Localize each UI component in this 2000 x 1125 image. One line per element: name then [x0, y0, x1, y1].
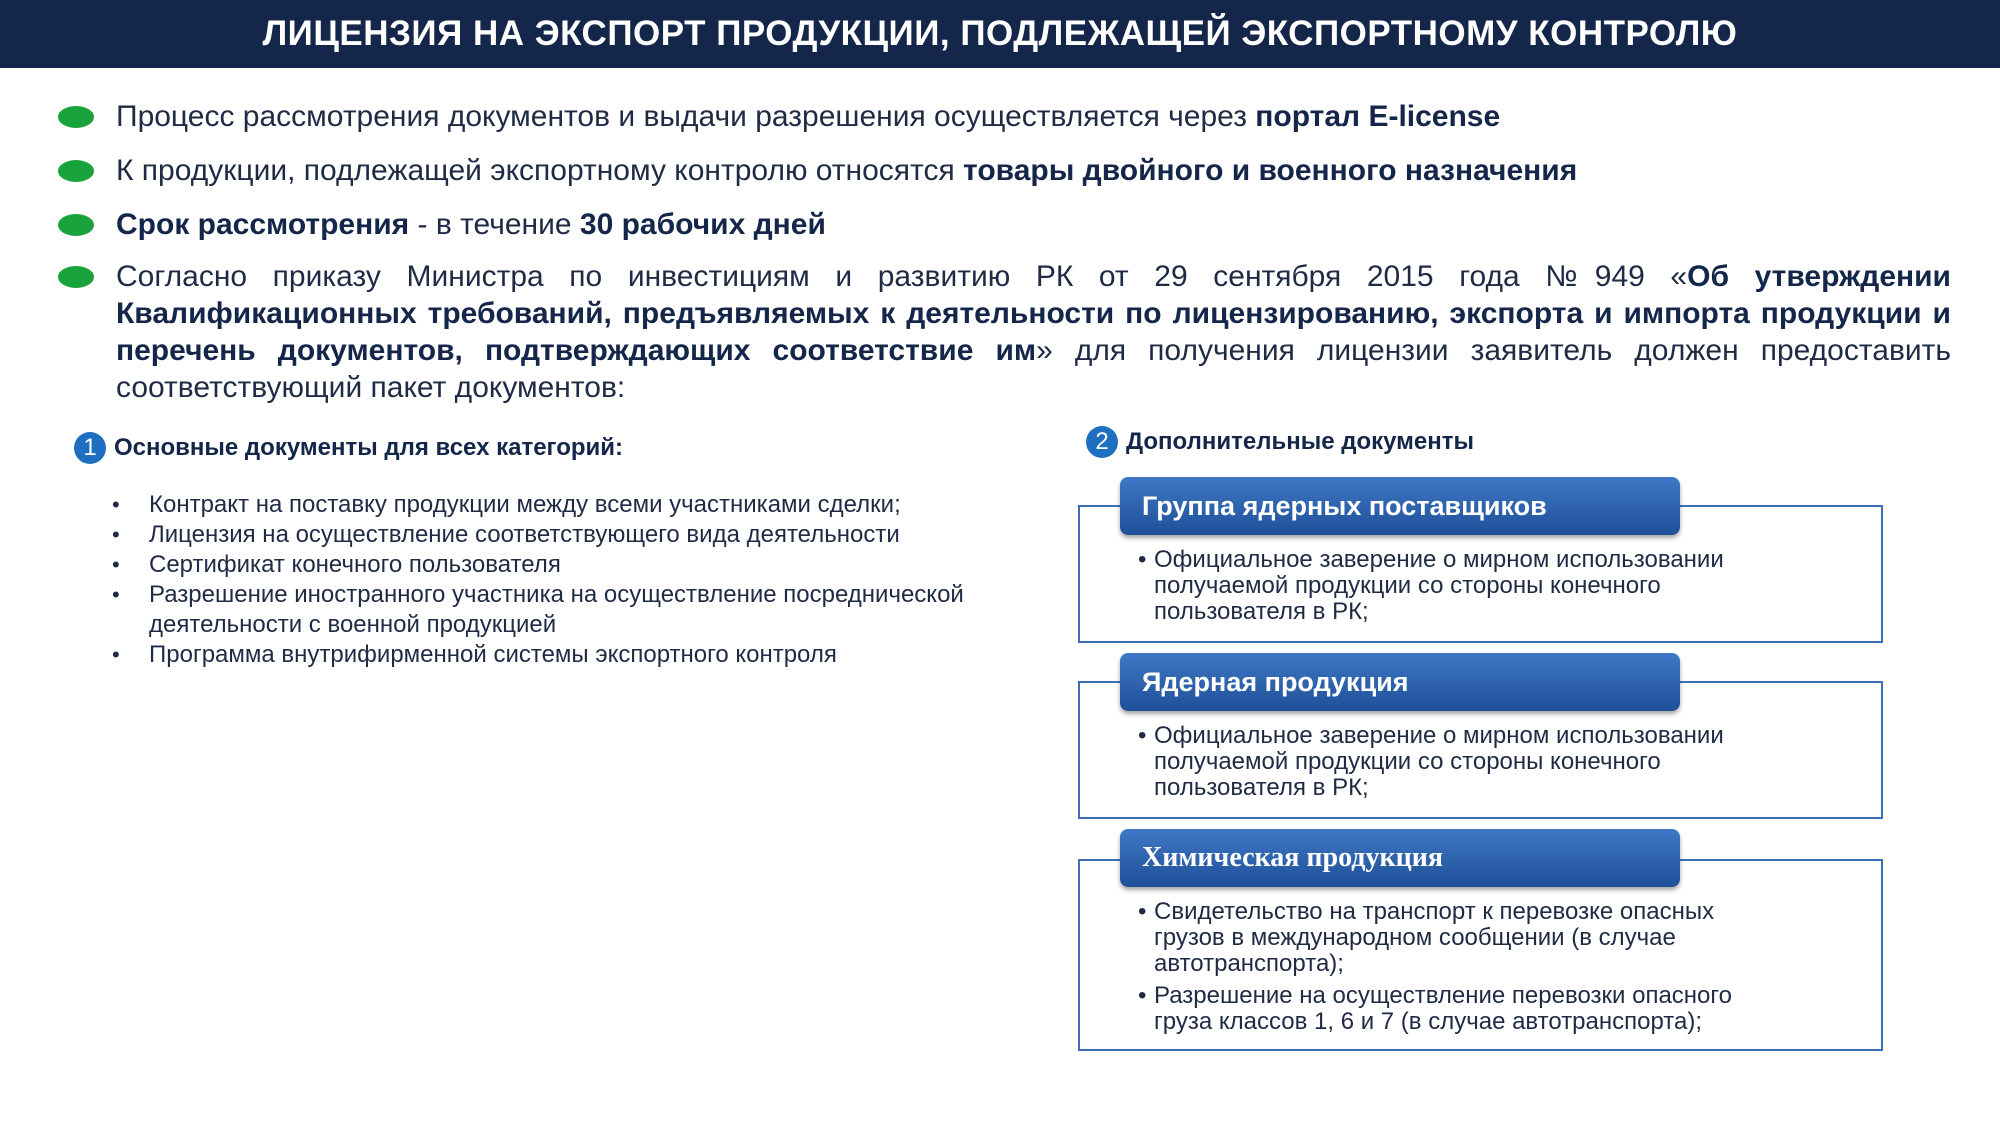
page-title: ЛИЦЕНЗИЯ НА ЭКСПОРТ ПРОДУКЦИИ, ПОДЛЕЖАЩЕЙ ЭКСПОРТНОМУ КОНТРОЛЮ [262, 14, 1738, 53]
section-1-heading [74, 432, 623, 464]
bullet-text: Процесс рассмотрения документов и выдачи разрешения осуществляется через [116, 100, 1256, 133]
group-items [1138, 723, 1778, 807]
bullet-bold: Срок рассмотрения [116, 208, 410, 241]
list-item: • Контракт на поставку продукции между всеми участниками сделки; [110, 490, 970, 520]
bullet-term [56, 206, 1951, 243]
bullet-order [56, 258, 1951, 406]
bullet-dot-icon [58, 214, 94, 236]
list-item: • Официальное заверение о мирном использовании получаемой продукции со стороны конечного пользователя в РК; [1138, 547, 1778, 625]
section-2-heading [1086, 426, 1474, 458]
bullet-bold: товары двойного и военного назначения [963, 154, 1578, 187]
bullet-text: - в течение [409, 208, 580, 241]
group-title: Группа ядерных поставщиков [1120, 477, 1680, 535]
bullet-dot-icon [58, 266, 94, 288]
bullet-portal [56, 98, 1951, 135]
list-item: • Официальное заверение о мирном использовании получаемой продукции со стороны конечного пользователя в РК; [1138, 723, 1778, 801]
bullet-text: » для получения лицензии заявитель должен предоставить соответствующий пакет документов: [116, 334, 1952, 404]
bullet-text: Согласно приказу Министра по инвестициям и развитию РК от 29 сентября 2015 года №949 « [116, 260, 1688, 293]
group-title: Ядерная продукция [1120, 653, 1680, 711]
group-items [1138, 899, 1778, 1041]
title-bar [0, 0, 2000, 68]
bullet-text: К продукции, подлежащей экспортному контролю относятся [116, 154, 964, 187]
bullet-bold: Об утверждении Квалификационных требований, предъявляемых к деятельности по лицензированию, экспорта и импорта продукции и перечень документов, подтверждающих соответствие им [116, 260, 1952, 367]
section-number-badge: 2 [1086, 426, 1118, 458]
list-item: • Программа внутрифирменной системы экспортного контроля [110, 640, 970, 670]
list-item: • Сертификат конечного пользователя [110, 550, 970, 580]
main-documents-list [110, 490, 970, 670]
bullet-bold: 30 рабочих дней [579, 208, 826, 241]
list-item: • Лицензия на осуществление соответствующего вида деятельности [110, 520, 970, 550]
bullet-products [56, 152, 1951, 189]
bullet-dot-icon [58, 160, 94, 182]
group-title: Химическая продукция [1120, 829, 1680, 887]
list-item: • Разрешение на осуществление перевозки опасного груза классов 1, 6 и 7 (в случае автотранспорта); [1138, 983, 1778, 1035]
section-title: Дополнительные документы [1126, 428, 1474, 455]
list-item: • Свидетельство на транспорт к перевозке опасных грузов в международном сообщении (в случае автотранспорта); [1138, 899, 1778, 977]
intro-bullets [56, 98, 1951, 423]
bullet-dot-icon [58, 106, 94, 128]
bullet-bold: портал E-license [1255, 100, 1501, 133]
list-item: • Разрешение иностранного участника на осуществление посреднической деятельности с военной продукцией [110, 580, 970, 640]
section-title: Основные документы для всех категорий: [114, 434, 624, 461]
group-items [1138, 547, 1778, 631]
section-number-badge: 1 [74, 432, 106, 464]
